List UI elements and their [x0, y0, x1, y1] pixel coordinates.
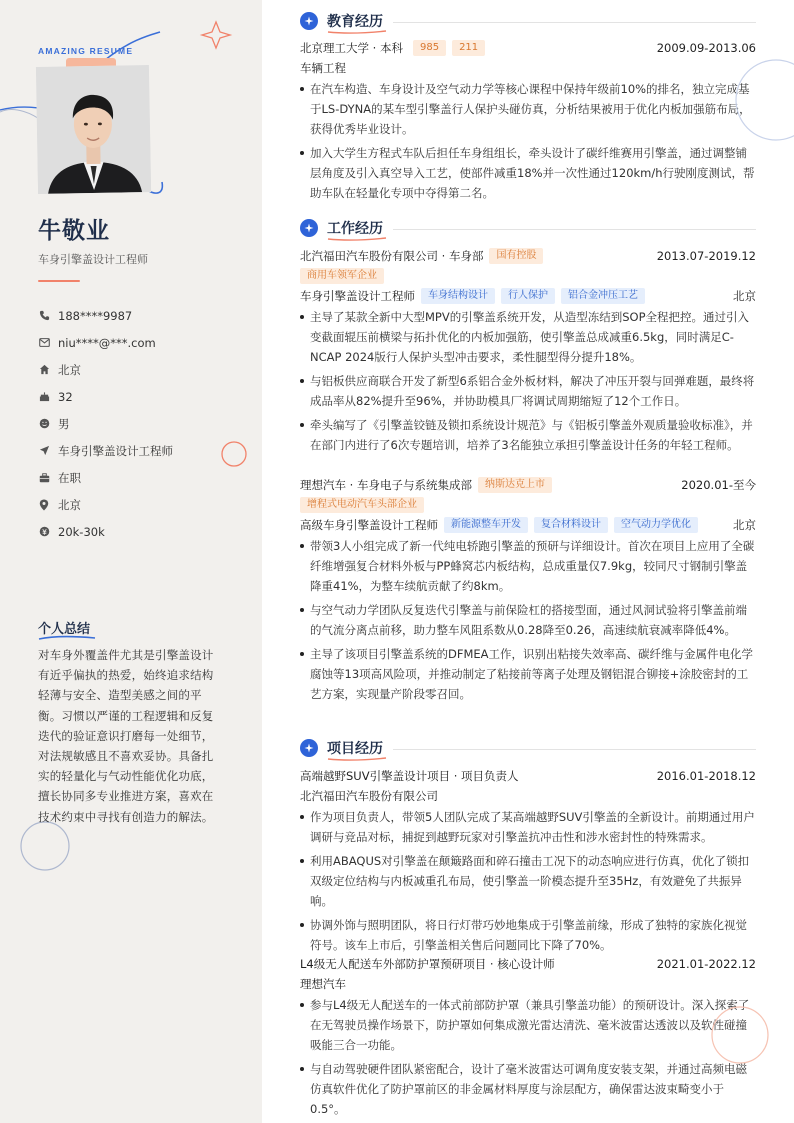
location-text: 北京 [58, 497, 81, 512]
work-header-row [300, 246, 756, 266]
smile-icon [38, 418, 50, 430]
work-city: 北京 [733, 518, 756, 532]
title-divider [38, 280, 80, 282]
summary-underline [38, 635, 96, 641]
work-date: 2020.01-至今 [681, 478, 756, 492]
info-item-salary [38, 518, 248, 545]
sparkle-icon [300, 12, 318, 30]
work-bullets [300, 307, 756, 455]
profile-name: 牛敬业 [38, 218, 110, 244]
project-name: 高端越野SUV引擎盖设计项目 · 项目负责人 [300, 769, 519, 783]
section-divider [393, 22, 756, 23]
section-underline [327, 236, 387, 242]
work-role: 高级车身引擎盖设计工程师 [300, 518, 438, 532]
target-job-text: 车身引擎盖设计工程师 [58, 443, 173, 458]
list-item: 与铝板供应商联合开发了新型6系铝合金外板材料，解决了冲压开裂与回弹难题，最终将成品率从82%提升至96%，并协助模具厂将调试周期缩短了12个工作日。 [300, 371, 756, 411]
list-item: 主导了该项目引擎盖系统的DFMEA工作，识别出粘接失效率高、碳纤维与金属件电化学腐蚀等13项高风险项，并推动制定了粘接前等离子处理及钢铝混合铆接+涂胶密封的工艺方案，实现量产阶段零召回。 [300, 644, 756, 704]
location-pin-icon [38, 499, 50, 511]
work-company: 北汽福田汽车股份有限公司 · 车身部 [300, 249, 484, 263]
industry-tag: 增程式电动汽车头部企业 [300, 497, 424, 513]
project-date: 2016.01-2018.12 [656, 769, 756, 783]
list-item: 作为项目负责人，带领5人团队完成了某高端越野SUV引擎盖的全新设计。前期通过用户调研与竞品对标，捕捉到越野玩家对引擎盖抗冲击性和涉水密封性的特殊需求。 [300, 807, 756, 847]
project-name: L4级无人配送车外部防护罩预研项目 · 核心设计师 [300, 957, 555, 971]
role-row [300, 515, 756, 535]
sidebar [0, 0, 262, 1123]
section-education-header [300, 10, 756, 32]
summary-title: 个人总结 [38, 622, 91, 637]
project-header-row [300, 954, 756, 974]
list-item: 协调外饰与照明团队，将日行灯带巧妙地集成于引擎盖前缘，形成了独特的家族化视觉符号。该车上市后，引擎盖相关售后问题同比下降了70%。 [300, 915, 756, 955]
education-tag: 211 [452, 40, 485, 56]
education-bullets [300, 79, 756, 203]
info-item-status [38, 464, 248, 491]
project-header-row [300, 766, 756, 786]
work-bullets [300, 536, 756, 704]
section-projects-title: 项目经历 [327, 741, 383, 757]
section-divider [393, 749, 756, 750]
info-item-gender [38, 410, 248, 437]
section-education-title: 教育经历 [327, 14, 383, 30]
info-item-home [38, 356, 248, 383]
education-entry [300, 38, 756, 207]
section-divider [393, 229, 756, 230]
sparkle-icon [300, 739, 318, 757]
summary-text: 对车身外覆盖件尤其是引擎盖设计有近乎偏执的热爱，始终追求结构轻薄与安全、造型美感之间的平衡。习惯以严谨的工程逻辑和反复迭代的验证意识打磨每一处细节，对法规敏感且不喜欢妥协。具备扎实的轻量化与气动性能优化功底，擅长协同多专业推进方案，喜欢在技术约束中寻找有创造力的解法。 [38, 648, 214, 824]
education-header-row [300, 38, 756, 58]
gender-text: 男 [58, 416, 70, 431]
salary-text: 20k-30k [58, 524, 105, 539]
work-entry-1 [300, 246, 756, 459]
education-tag: 985 [413, 40, 446, 56]
project-bullets [300, 995, 756, 1119]
company-type-tag: 国有控股 [489, 248, 543, 264]
skill-tag: 行人保护 [501, 288, 555, 304]
list-item: 牵头编写了《引擎盖铰链及锁扣系统设计规范》与《铝板引擎盖外观质量验收标准》，并在部门内进行了6次专题培训，培养了3名能独立承担引擎盖设计任务的年轻工程师。 [300, 415, 756, 455]
industry-row [300, 495, 756, 515]
work-date: 2013.07-2019.12 [656, 249, 756, 263]
skill-tag: 车身结构设计 [421, 288, 495, 304]
industry-row [300, 266, 756, 286]
list-item: 与自动驾驶硬件团队紧密配合，设计了毫米波雷达可调角度安装支架，并通过高频电磁仿真软件优化了防护罩前区的非金属材料厚度与涂层配方，确保雷达波束畸变小于0.5°。 [300, 1059, 756, 1119]
avatar [36, 65, 151, 194]
company-type-tag: 纳斯达克上市 [478, 477, 552, 493]
skill-tag: 新能源整车开发 [444, 517, 528, 533]
list-item: 在汽车构造、车身设计及空气动力学等核心课程中保持年级前10%的排名，独立完成基于LS-DYNA的某车型引擎盖行人保护头碰仿真，分析结果被用于优化内板加强筋布局，获得优秀毕业设计。 [300, 79, 756, 139]
work-role: 车身引擎盖设计工程师 [300, 289, 415, 303]
project-entry-2 [300, 954, 756, 1123]
work-header-row [300, 475, 756, 495]
section-underline [327, 29, 387, 35]
education-date: 2009.09-2013.06 [656, 41, 756, 55]
cake-icon [38, 391, 50, 403]
home-icon [38, 364, 50, 376]
industry-tag: 商用车领军企业 [300, 268, 384, 284]
education-major: 车辆工程 [300, 61, 346, 75]
hometown-text: 北京 [58, 362, 81, 377]
project-bullets [300, 807, 756, 955]
section-work-header [300, 217, 756, 239]
send-icon [38, 445, 50, 457]
contact-info-list [38, 302, 248, 545]
skill-tag: 空气动力学优化 [614, 517, 698, 533]
email-text: niu****@***.com [58, 335, 156, 350]
info-item-target-job [38, 437, 248, 464]
work-company: 理想汽车 · 车身电子与系统集成部 [300, 478, 472, 492]
brand-mark: AMAZING RESUME [38, 46, 134, 56]
work-entry-2 [300, 475, 756, 708]
age-text: 32 [58, 389, 73, 404]
info-item-age [38, 383, 248, 410]
list-item: 主导了某款全新中大型MPV的引擎盖系统开发，从造型冻结到SOP全程把控。通过引入变截面辊压前横梁与拓扑优化的内板加强筋，使引擎盖总成减重6.5kg，同时满足C-NCAP 2024版行人保护头型冲击要求，柔性腿型得分提升18%。 [300, 307, 756, 367]
profile-title: 车身引擎盖设计工程师 [38, 253, 148, 266]
sparkle-icon [300, 219, 318, 237]
salary-icon [38, 526, 50, 538]
list-item: 带领3人小组完成了新一代纯电轿跑引擎盖的预研与详细设计。首次在项目上应用了全碳纤维增强复合材料外板与PP蜂窝芯内板结构，总成重量仅7.9kg，较同尺寸钢制引擎盖降重41%，为整车续航贡献了约8km。 [300, 536, 756, 596]
project-entry-1 [300, 766, 756, 959]
work-city: 北京 [733, 289, 756, 303]
phone-text: 188****9987 [58, 308, 133, 323]
info-item-location [38, 491, 248, 518]
phone-icon [38, 310, 50, 322]
list-item: 加入大学生方程式车队后担任车身组组长，牵头设计了碳纤维赛用引擎盖，通过调整铺层角度及引入真空导入工艺，使部件减重18%并一次性通过120km/h行驶刚度测试，帮助车队在轻量化专项中夺得第二名。 [300, 143, 756, 203]
section-work-title: 工作经历 [327, 221, 383, 237]
list-item: 参与L4级无人配送车的一体式前部防护罩（兼具引擎盖功能）的预研设计。深入探索了在无驾驶员操作场景下，防护罩如何集成激光雷达清洗、毫米波雷达透波以及软性碰撞吸能三合一功能。 [300, 995, 756, 1055]
skill-tag: 复合材料设计 [534, 517, 608, 533]
list-item: 利用ABAQUS对引擎盖在颠簸路面和碎石撞击工况下的动态响应进行仿真，优化了锁扣双级定位结构与内板减重孔布局，使引擎盖一阶模态提升至35Hz，有效避免了共振异响。 [300, 851, 756, 911]
briefcase-icon [38, 472, 50, 484]
mail-icon [38, 337, 50, 349]
info-item-phone [38, 302, 248, 329]
project-org: 理想汽车 [300, 977, 346, 991]
skill-tag: 铝合金冲压工艺 [561, 288, 645, 304]
section-underline [327, 756, 387, 762]
status-text: 在职 [58, 470, 81, 485]
project-org: 北汽福田汽车股份有限公司 [300, 789, 438, 803]
list-item: 与空气动力学团队反复迭代引擎盖与前保险杠的搭接型面，通过风洞试验将引擎盖前端的气流分离点前移，助力整车风阻系数从0.28降至0.26，高速续航衰减率降低4%。 [300, 600, 756, 640]
section-projects-header [300, 737, 756, 759]
education-school: 北京理工大学 · 本科 [300, 41, 403, 55]
project-date: 2021.01-2022.12 [656, 957, 756, 971]
info-item-email [38, 329, 248, 356]
role-row [300, 286, 756, 306]
